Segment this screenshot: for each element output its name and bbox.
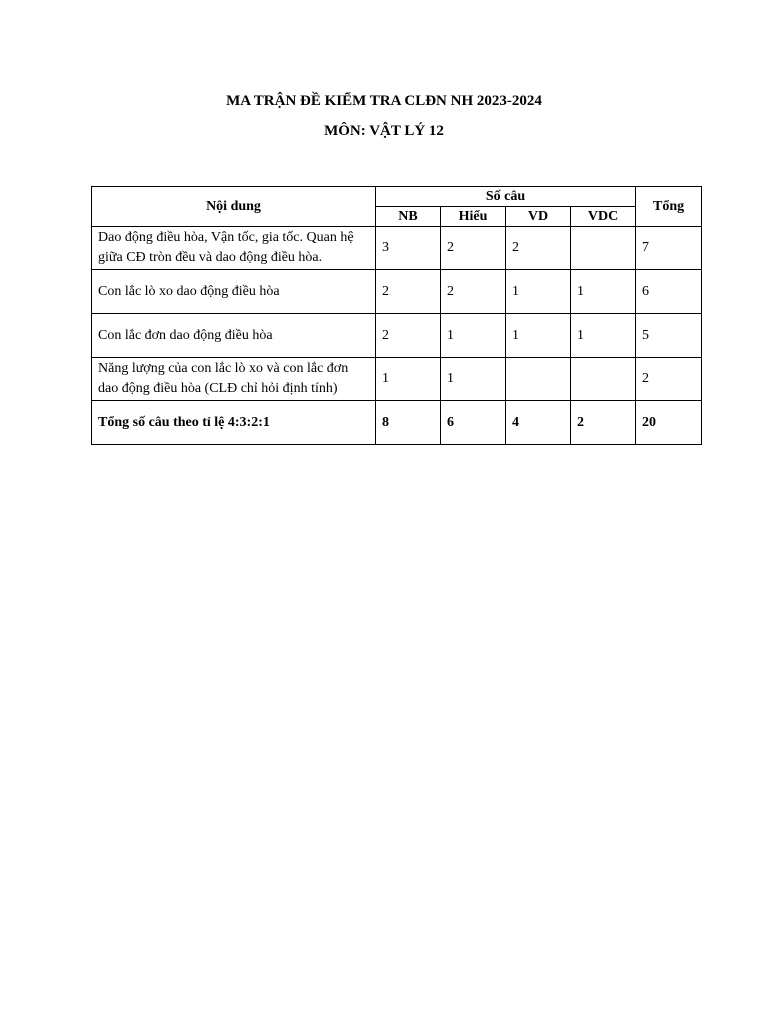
cell-vd: 2 [506, 227, 571, 270]
summary-vdc: 2 [571, 401, 636, 445]
table-row [92, 227, 702, 270]
cell-hieu: 2 [441, 270, 506, 314]
cell-vd [506, 358, 571, 401]
header-content: Nội dung [92, 187, 376, 227]
summary-hieu: 6 [441, 401, 506, 445]
cell-nb: 2 [376, 314, 441, 358]
cell-hieu: 1 [441, 314, 506, 358]
cell-vdc [571, 227, 636, 270]
summary-total: 20 [636, 401, 702, 445]
row-content: Năng lượng của con lắc lò xo và con lắc đơn dao động điều hòa (CLĐ chỉ hỏi định tính) [92, 358, 376, 401]
header-level-vd: VD [506, 207, 571, 227]
cell-vd: 1 [506, 314, 571, 358]
exam-matrix-table [91, 186, 702, 445]
summary-nb: 8 [376, 401, 441, 445]
cell-total: 2 [636, 358, 702, 401]
document-title: MA TRẬN ĐỀ KIỂM TRA CLĐN NH 2023-2024 [226, 93, 542, 109]
cell-nb: 2 [376, 270, 441, 314]
cell-nb: 3 [376, 227, 441, 270]
header-level-vdc: VDC [571, 207, 636, 227]
summary-vd: 4 [506, 401, 571, 445]
header-question-count: Số câu [376, 187, 636, 207]
table-row [92, 314, 702, 358]
row-content: Con lắc đơn dao động điều hòa [92, 314, 376, 358]
cell-hieu: 1 [441, 358, 506, 401]
cell-vdc [571, 358, 636, 401]
cell-total: 5 [636, 314, 702, 358]
cell-total: 7 [636, 227, 702, 270]
summary-label: Tổng số câu theo tỉ lệ 4:3:2:1 [92, 401, 376, 445]
cell-vd: 1 [506, 270, 571, 314]
table-row [92, 270, 702, 314]
table-row [92, 358, 702, 401]
table-summary-row [92, 401, 702, 445]
row-content: Dao động điều hòa, Vận tốc, gia tốc. Quan hệ giữa CĐ tròn đều và dao động điều hòa. [92, 227, 376, 270]
row-content: Con lắc lò xo dao động điều hòa [92, 270, 376, 314]
header-level-nb: NB [376, 207, 441, 227]
cell-total: 6 [636, 270, 702, 314]
cell-vdc: 1 [571, 270, 636, 314]
header-level-hieu: Hiểu [441, 207, 506, 227]
cell-hieu: 2 [441, 227, 506, 270]
cell-vdc: 1 [571, 314, 636, 358]
cell-nb: 1 [376, 358, 441, 401]
header-total: Tổng [636, 187, 702, 227]
subject-title: MÔN: VẬT LÝ 12 [324, 123, 444, 139]
table-header-row [92, 187, 702, 207]
